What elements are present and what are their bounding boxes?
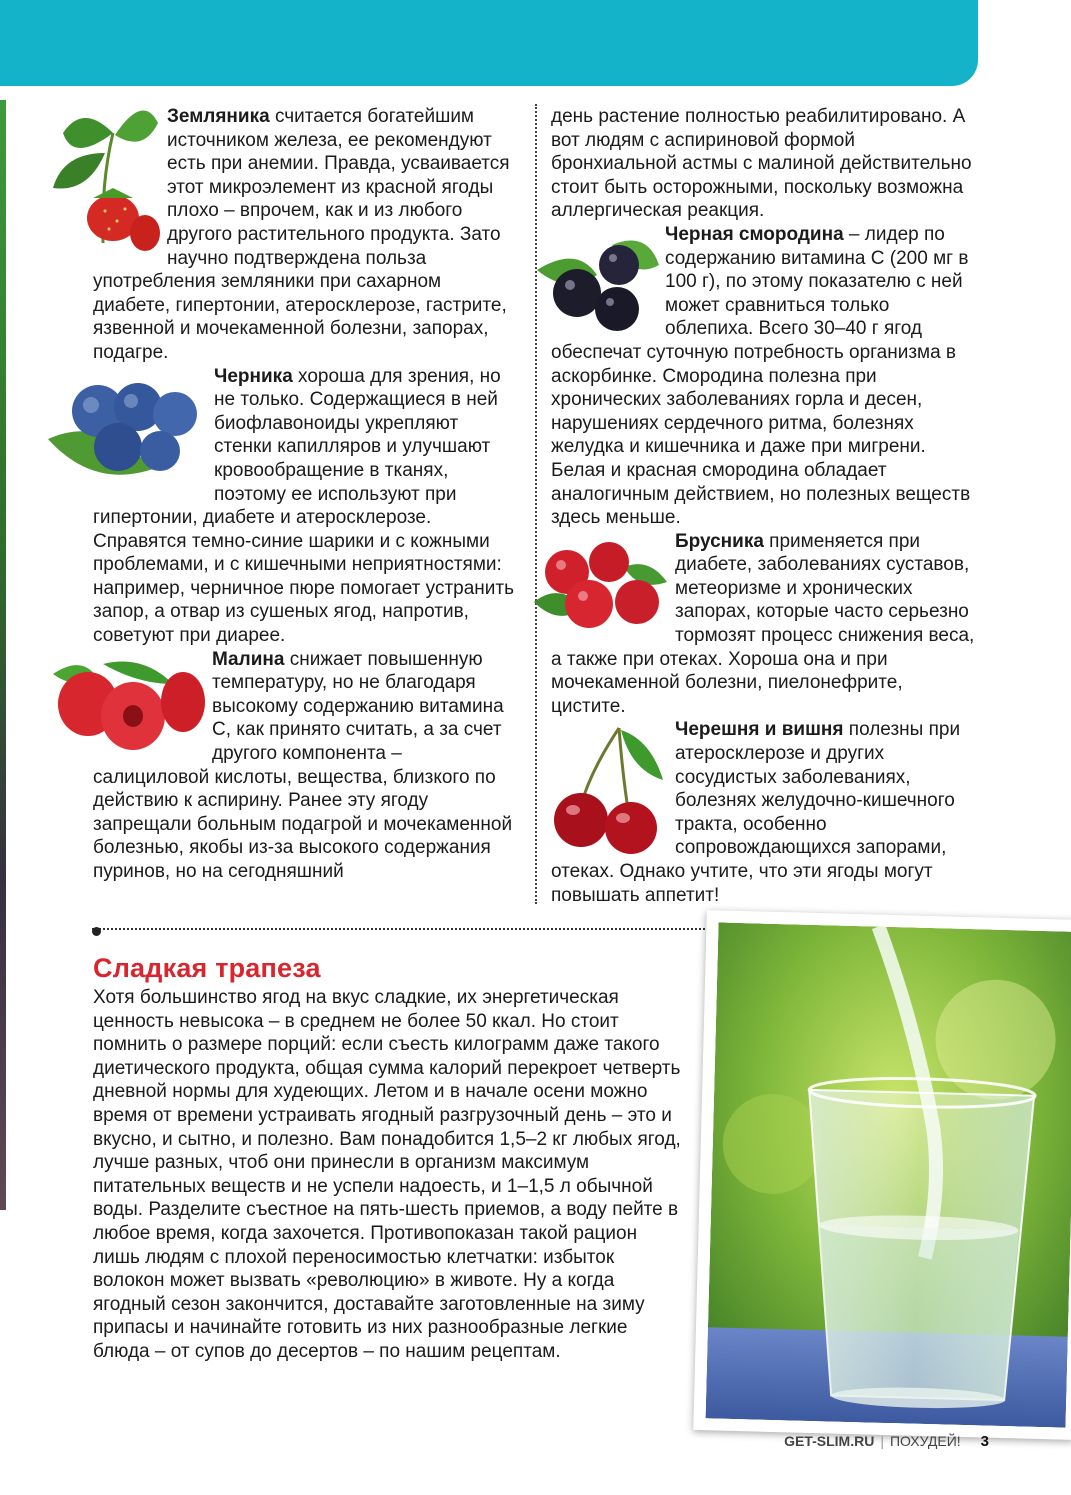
black-currant-image xyxy=(537,225,659,340)
page-footer xyxy=(784,1433,989,1450)
strawberry-image xyxy=(43,93,161,253)
cherry-text: полезны при атеросклерозе и других сосудистых заболеваниях, болезнях желудочно-кишечного тракта, особенно сопровождающихся запорами, отеках. Однако учтите, что эти ягоды могут повышать аппетит! xyxy=(551,719,961,906)
strawberry-text: считается богатейшим источником железа, ее рекомендуют есть при анемии. Правда, усваивается этот микроэлемент из красной ягоды плохо – впрочем, как и из любого другого растительного продукта. Зато научно подтверждена польза употребления земляники при сахарном диабете, гипертонии, атеросклерозе, гастрите, язвенной и мочекаменной болезни, запорах, подагре. xyxy=(93,106,510,363)
strawberry-lead: Земляника xyxy=(167,106,270,127)
header-band xyxy=(0,0,978,86)
cherry-image xyxy=(551,720,671,855)
footer-separator: | xyxy=(880,1433,884,1449)
raspberry-lead: Малина xyxy=(212,648,285,670)
section-title: Сладкая трапеза xyxy=(93,953,321,983)
section-body: Хотя большинство ягод на вкус сладкие, их энергетическая ценность невысока – в среднем не более 50 ккал. Но стоит помнить о размере порций: если съесть килограмм даже такого диетического продукта, общая сумма калорий перекроет четверть дневной нормы для худеющих. Летом и в начале осени можно время от времени устраивать ягодный разгрузочный день – это и вкусно, и сытно, и полезно. Вам понадобится 1,5–2 кг любых ягод, лучше разных, чтоб они принесли в организм максимум питательных веществ и не успели надоесть, и 1–1,5 л обычной воды. Разделите съестное на пять-шесть приемов, а воду пейте в любое время, когда захочется. Противопоказан такой рацион лишь людям с плохой переносимостью клетчатки: избыток волокон может вызвать «революцию» в животе. Ну а когда ягодный сезон закончится, доставайте заготовленные на зиму припасы и начинайте готовить из них разнообразные легкие блюда – от супов до десертов – по нашим рецептам. xyxy=(93,987,681,1362)
raspberry-text: снижает повышенную температуру, но не благодаря высокому содержанию витамина С, как принято считать, а за счет другого компонента – салициловой кислоты, вещества, близкого по действию к аспирину. Ранее эту ягоду запрещали больным подагрой и мочекаменной болезнью, якобы из-за высокого содержания пуринов, но на сегодняшний xyxy=(93,648,513,882)
footer-section: ПОХУДЕЙ! xyxy=(889,1433,961,1449)
blueberry-text: хороша для зрения, но не только. Содержащиеся в ней биофлавоноиды укрепляют стенки капилляров и улучшают кровообращение в тканях, поэтому ее используют при гипертонии, диабете и атеросклерозе. Справятся темно-синие шарики и с кожными проблемами, и с кишечными неприятностями: например, черничное пюре помогает устранить запор, а отвар из сушеных ягод, напротив, советуют при диарее. xyxy=(93,365,514,647)
right-column xyxy=(551,105,976,907)
lingonberry-lead: Брусника xyxy=(675,530,764,552)
black-currant-lead: Черная смородина xyxy=(665,223,844,245)
lingonberry-text: применяется при диабете, заболеваниях суставов, метеоризме и хронических запорах, которые часто серьезно тормозят процесс снижения веса, а также при отеках. Хороша она и при мочекаменной болезни, пиелонефрите, цистите. xyxy=(551,530,975,717)
blueberry-lead: Черника xyxy=(214,365,293,387)
footer-site: GET-SLIM.RU xyxy=(784,1433,875,1449)
raspberry-image xyxy=(43,654,206,754)
section-divider xyxy=(92,928,712,930)
previous-page-photo-edge xyxy=(0,100,6,1210)
water-glass-photo xyxy=(693,910,1071,1440)
page-number: 3 xyxy=(980,1433,989,1450)
section-divider-bullet xyxy=(92,927,101,936)
blueberry-image xyxy=(43,369,208,487)
black-currant-text: – лидер по содержанию витамина С (200 мг в 100 г), по этому показателю с ней может сравниться только облепиха. Всего 30–40 г ягод обеспечат суточную потребность организма в аскорбинке. Смородина полезна при хронических заболеваниях горла и десен, нарушениях сердечного ритма, болезнях желудка и кишечника и даже при мигрени. Белая и красная смородина обладает аналогичным действием, но полезных веществ здесь меньше. xyxy=(551,223,971,529)
lingonberry-image xyxy=(529,532,669,632)
raspberry-continuation: день растение полностью реабилитировано. А вот людям с аспириновой формой бронхиальной астмы с малиной действительно стоит быть осторожными, поскольку возможна аллергическая реакция. xyxy=(551,106,972,222)
left-column xyxy=(93,105,518,884)
cherry-lead: Черешня и вишня xyxy=(675,719,844,741)
